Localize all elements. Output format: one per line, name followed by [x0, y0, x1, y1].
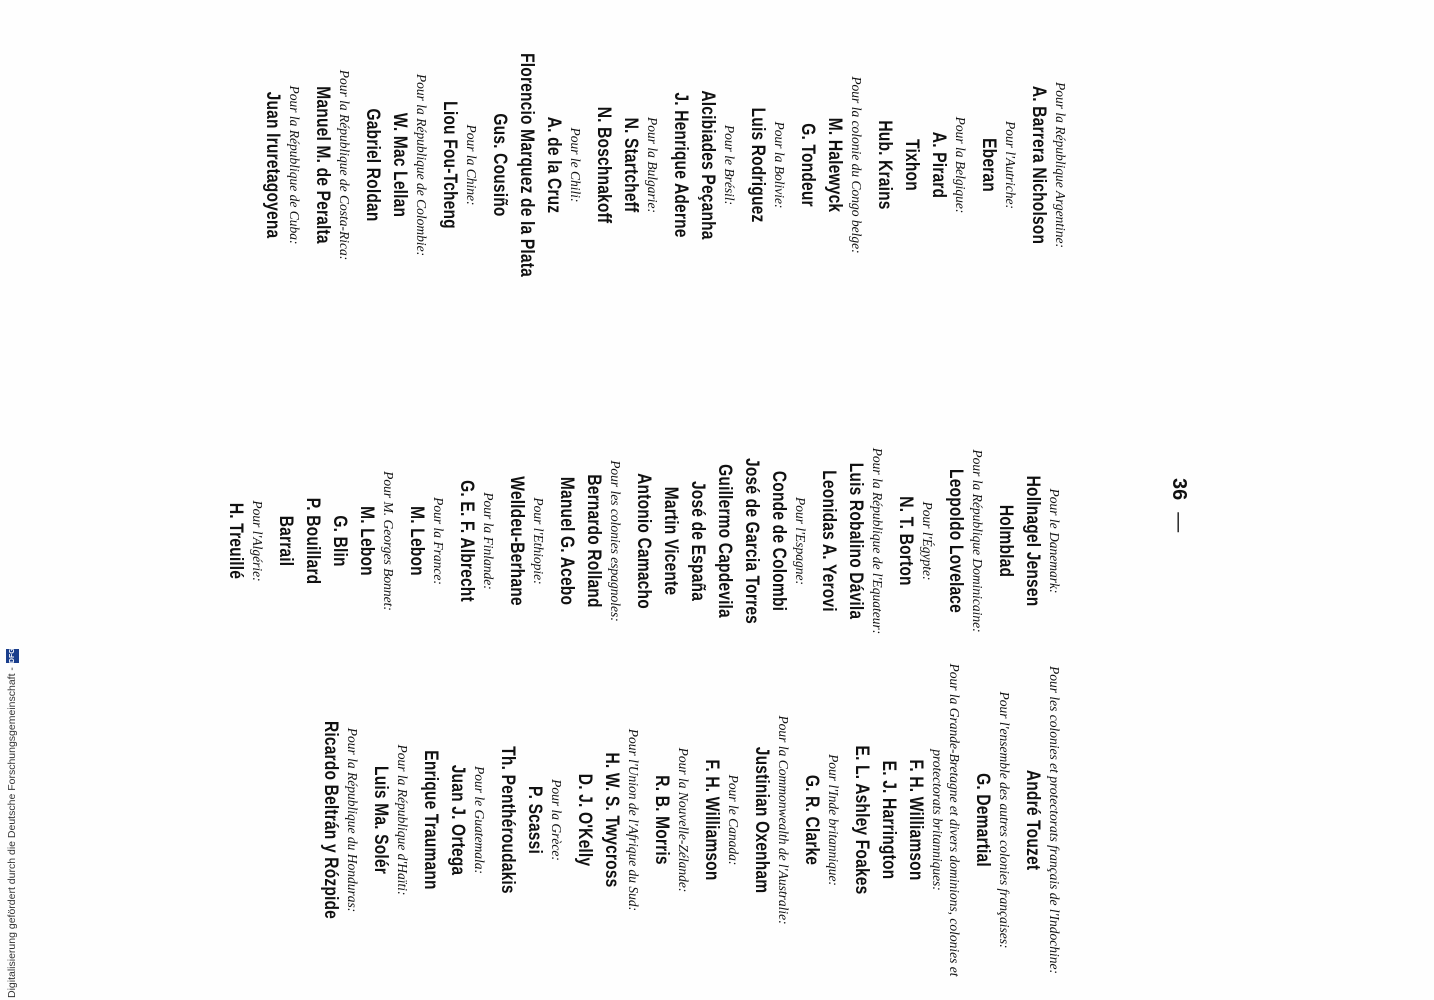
- signatory-block: [309, 0, 353, 330]
- signatory-name: F. H. Williamson: [701, 759, 722, 881]
- signatory-block: [571, 640, 642, 1000]
- signatory-name: Barrail: [275, 515, 296, 567]
- country-heading: Pour la Chine:: [464, 124, 479, 206]
- country-heading: Pour le Chili:: [568, 127, 583, 203]
- signatory-block: [648, 640, 692, 1000]
- signatory-block: [259, 0, 303, 330]
- signatory-name: Luis Robalino Dávila: [845, 462, 866, 620]
- country-heading: Pour la Belgique:: [953, 116, 968, 214]
- signatory-block: [744, 0, 788, 330]
- country-heading: Pour la République Dominicaine:: [970, 449, 985, 633]
- country-heading: Pour l'Égypte:: [920, 501, 935, 581]
- country-heading: Pour la République Argentine:: [1053, 81, 1068, 249]
- signatory-name: N. Startcheff: [620, 117, 641, 213]
- country-heading: Pour l'Algérie:: [250, 500, 265, 582]
- country-heading: Pour les colonies espagnoles:: [608, 460, 623, 622]
- country-heading: Pour la Grèce:: [549, 779, 564, 861]
- signatory-name: Manuel G. Acebo: [556, 476, 577, 606]
- signatory-name: H. Treuillé: [225, 502, 246, 580]
- signatory-name: N. T. Borton: [895, 496, 916, 586]
- signatory-name: Leonidas A. Yerovi: [818, 470, 839, 612]
- signatory-name: Welldeu-Berhane: [506, 476, 527, 606]
- signatory-name: Luis Rodriguez: [747, 107, 768, 223]
- country-heading: Pour l'Inde britannique:: [826, 754, 841, 886]
- signatory-name: A. Barrera Nicholson: [1028, 85, 1049, 245]
- signatory-name: Juan Iruretagoyena: [262, 91, 283, 239]
- signatory-name: W. Mac Lellan: [389, 112, 410, 218]
- signatory-name: Guillermo Capdevila: [714, 464, 735, 618]
- footer-text: Digitalisierung gefördert durch die Deutsche Forschungsgemeinschaft -: [6, 667, 18, 998]
- signatory-name: R. B. Morris: [651, 775, 672, 865]
- signatory-block: [848, 640, 963, 1000]
- signatory-name: E. J. Harrington: [878, 760, 899, 880]
- signatory-name: Hollnagel Jensen: [1022, 475, 1043, 607]
- signatory-block: [798, 640, 842, 1000]
- dfg-logo: DFG: [6, 649, 19, 663]
- signatory-name: G. Demartial: [972, 773, 993, 867]
- signatory-name: F. H. Williamson: [905, 759, 926, 881]
- signatory-block: [359, 0, 430, 330]
- rotated-page: [217, 0, 1217, 1000]
- signatory-name: A. Pirard: [928, 131, 949, 199]
- country-heading: Pour la France:: [431, 497, 446, 585]
- signatory-block: [367, 640, 411, 1000]
- signatory-block: [436, 0, 480, 330]
- signatory-name: Gus. Cousiño: [489, 113, 510, 217]
- signatory-name: Liou Fou-Tcheng: [439, 101, 460, 229]
- country-heading: Pour la République de l'Equateur:: [870, 447, 885, 635]
- signatory-name: Tixhon: [901, 139, 922, 191]
- signatory-name: Enrique Traumann: [420, 750, 441, 890]
- country-heading: Pour le Brésil:: [722, 124, 737, 206]
- country-heading: Pour la Bulgarie:: [645, 117, 660, 213]
- country-heading: Pour la Commonwealth de l'Australie:: [776, 715, 791, 925]
- page-number: [1167, 478, 1190, 532]
- signatory-block: [1019, 640, 1063, 1000]
- country-heading: Pour l'Espagne:: [793, 496, 808, 585]
- signatory-name: H. W. S. Twycross: [601, 752, 622, 888]
- digitization-footer: [2, 0, 22, 998]
- signatory-name: André Touzet: [1022, 769, 1043, 871]
- country-heading: Pour l'Ethiopie:: [531, 497, 546, 585]
- signatory-block: [317, 640, 361, 1000]
- signatory-name: M. Lebon: [406, 506, 427, 576]
- country-heading: Pour la Finlande:: [481, 492, 496, 590]
- country-heading: Pour la Bolivie:: [772, 121, 787, 209]
- signatory-block: [748, 640, 792, 1000]
- country-heading: Pour les colonies et protectorats français de l'Indochine:: [1047, 666, 1062, 974]
- signatory-name: Manuel M. de Peralta: [312, 86, 333, 244]
- page-number-text: 36: [1168, 478, 1190, 501]
- signatory-name: G. R. Clarke: [801, 774, 822, 866]
- country-heading: Pour M. Georges Bonnet:: [381, 471, 396, 611]
- signatory-name: D. J. O'Kelly: [574, 773, 595, 867]
- signatory-block: [486, 0, 584, 330]
- signatory-name: Ricardo Beltrán y Rózpide: [320, 720, 341, 920]
- signatory-name: Justinian Oxenham: [751, 746, 772, 894]
- signatory-name: M. Lebon: [356, 506, 377, 576]
- country-heading: Pour la République du Honduras:: [345, 727, 360, 913]
- signatory-block: [698, 640, 742, 1000]
- column-left: [259, 0, 1075, 330]
- signatory-block: [494, 640, 565, 1000]
- signatory-block: [590, 0, 661, 330]
- signatory-name: José de España: [687, 480, 708, 602]
- signatory-name: Alcibiades Peçanha: [697, 90, 718, 240]
- country-heading: Pour le Guatemala:: [472, 766, 487, 874]
- country-heading: Pour la colonie du Congo belge:: [849, 76, 864, 254]
- signatory-block: [794, 0, 865, 330]
- signatory-block: [417, 640, 488, 1000]
- signatory-name: A. de la Cruz: [543, 116, 564, 214]
- country-heading: Pour la République de Cuba:: [287, 85, 302, 245]
- country-heading: Pour la République de Costa-Rica:: [337, 69, 352, 261]
- country-heading: Pour l'ensemble des autres colonies françaises:: [997, 691, 1012, 949]
- signatory-name: Hub. Krains: [874, 120, 895, 210]
- signatory-name: Florencio Marquez de la Plata: [516, 53, 537, 277]
- country-heading: Pour l'Autriche:: [1003, 121, 1018, 209]
- country-heading: Pour la République de Colombie:: [414, 73, 429, 257]
- signatory-name: Leopoldo Lovelace: [945, 469, 966, 613]
- signatory-block: [871, 0, 969, 330]
- country-heading: Pour le Danemark:: [1047, 488, 1062, 594]
- country-heading: Pour la République d'Haïti:: [395, 744, 410, 896]
- signatory-name: Luis Ma. Solér: [370, 766, 391, 874]
- signatory-block: [975, 0, 1019, 330]
- signatory-name: J. Henrique Aderne: [670, 92, 691, 238]
- signatory-name: P. Bouillard: [302, 497, 323, 585]
- signatory-name: G. Blin: [329, 515, 350, 567]
- signatory-name: Eberan: [978, 138, 999, 192]
- signatory-block: [667, 0, 738, 330]
- signatory-name: Juan J. Ortega: [447, 764, 468, 876]
- country-heading: Pour la Nouvelle-Zélande:: [676, 747, 691, 893]
- signatory-name: G. Tondeur: [797, 123, 818, 207]
- signatory-name: Holmblad: [995, 504, 1016, 578]
- signatory-block: [222, 376, 266, 706]
- country-heading: Pour la Grande-Bretagne et divers dominions, colonies et protectorats britanniques:: [930, 663, 962, 977]
- signatory-name: P. Scassi: [524, 786, 545, 854]
- signatory-name: E. L. Ashley Foakes: [851, 745, 872, 895]
- signatory-name: Martin Vicente: [660, 486, 681, 596]
- signatory-name: Gabriel Roldan: [362, 108, 383, 222]
- signatory-block: [969, 640, 1013, 1000]
- signatory-name: N. Boschnakoff: [593, 106, 614, 224]
- signatory-name: Th. Penthéroudakis: [497, 746, 518, 894]
- column-right: [317, 640, 1069, 1000]
- signatory-block: [1025, 0, 1069, 330]
- signatory-name: M. Halewyck: [824, 117, 845, 213]
- page-number-dash: —: [1168, 512, 1190, 533]
- signatory-name: Conde de Colombi: [768, 470, 789, 612]
- signatory-name: Bernardo Rolland: [583, 474, 604, 608]
- country-heading: Pour le Canada:: [726, 774, 741, 866]
- signatory-name: G. E. F. Albrecht: [456, 480, 477, 602]
- signatory-name: Antonio Camacho: [633, 473, 654, 609]
- signatory-name: José de Garcia Torres: [741, 458, 762, 624]
- country-heading: Pour l'Union de l'Afrique du Sud:: [626, 728, 641, 912]
